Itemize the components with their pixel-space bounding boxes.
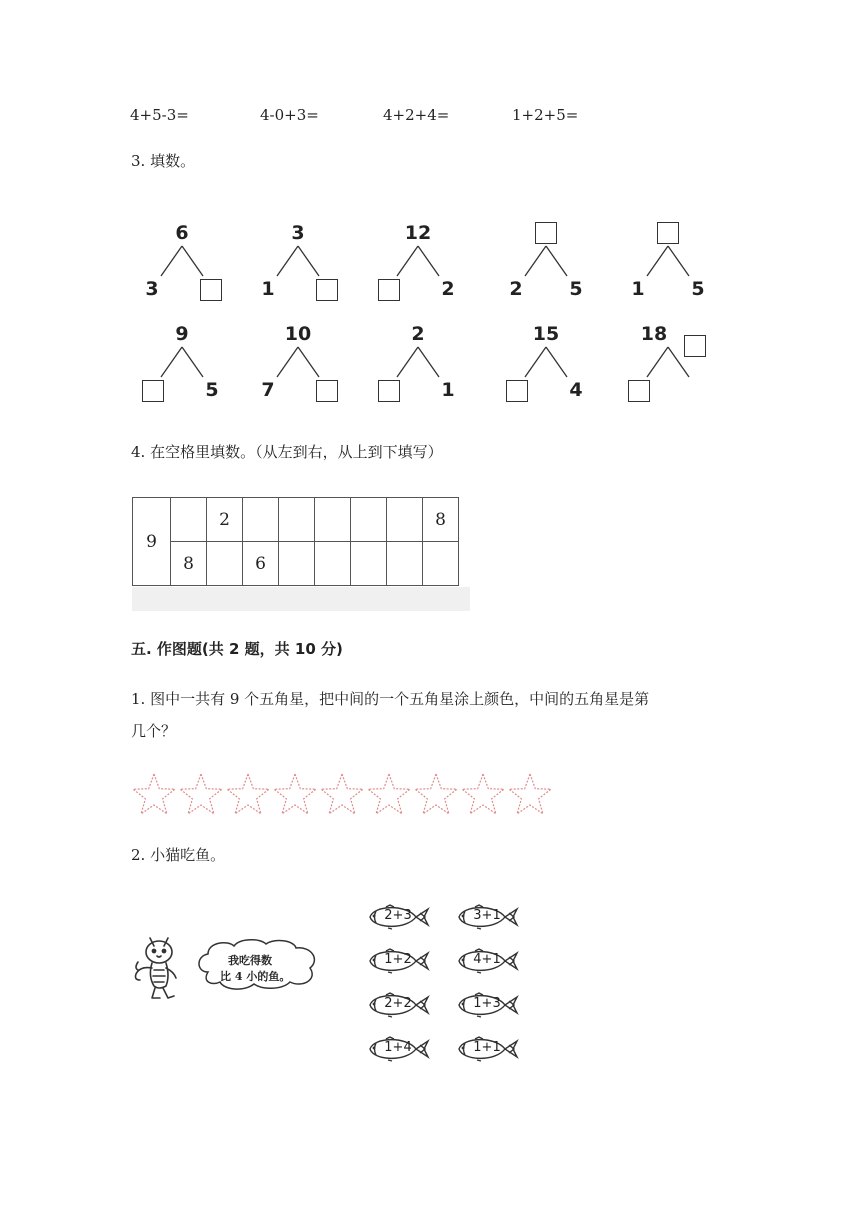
fish-equation: 4+1: [473, 952, 501, 967]
grid-cell[interactable]: 8: [423, 498, 459, 542]
q4-title: 4. 在空格里填数。（从左到右，从上到下填写）: [131, 443, 443, 461]
grid-cell[interactable]: 8: [171, 542, 207, 586]
kitten-icon: [128, 932, 190, 1004]
bond-part: 4: [569, 379, 583, 401]
fish-item[interactable]: [455, 946, 521, 976]
fill-grid: [132, 497, 459, 586]
bond-part: 5: [569, 278, 583, 300]
star-shape[interactable]: [415, 774, 457, 814]
fish-equation: 2+3: [384, 908, 412, 923]
fish-equation: 2+2: [384, 996, 412, 1011]
bond-total: 18: [640, 323, 668, 345]
bond-part: 5: [691, 278, 705, 300]
fish-equation: 1+2: [384, 952, 412, 967]
bond-part: 1: [631, 278, 645, 300]
bond-answer-box[interactable]: [316, 279, 338, 301]
bond-part: 1: [441, 379, 455, 401]
bond-answer-box[interactable]: [535, 222, 557, 244]
star-shape[interactable]: [321, 774, 363, 814]
bond-part: 7: [261, 379, 275, 401]
grid-cell[interactable]: 2: [207, 498, 243, 542]
star-shape[interactable]: [274, 774, 316, 814]
grid-cell[interactable]: [315, 498, 351, 542]
bond-answer-box[interactable]: [506, 380, 528, 402]
bond-answer-box[interactable]: [378, 279, 400, 301]
fish-item[interactable]: [366, 946, 432, 976]
bond-answer-box[interactable]: [378, 380, 400, 402]
equation-2: 4-0+3=: [260, 106, 319, 124]
grid-cell[interactable]: [387, 542, 423, 586]
bond-answer-box[interactable]: [684, 335, 706, 357]
bond-answer-box[interactable]: [316, 380, 338, 402]
fish-item[interactable]: [455, 902, 521, 932]
star-shape[interactable]: [180, 774, 222, 814]
grid-cell[interactable]: [423, 542, 459, 586]
grid-cell[interactable]: [207, 542, 243, 586]
section5-heading: 五. 作图题(共 2 题，共 10 分): [131, 640, 343, 658]
bond-answer-box[interactable]: [657, 222, 679, 244]
q3-title: 3. 填数。: [131, 152, 196, 170]
grid-cell[interactable]: 6: [243, 542, 279, 586]
grid-cell[interactable]: [171, 498, 207, 542]
equation-4: 1+2+5=: [512, 106, 579, 124]
star-shape[interactable]: [133, 774, 175, 814]
star-shape[interactable]: [462, 774, 504, 814]
grid-cell[interactable]: [387, 498, 423, 542]
bond-total: 6: [175, 222, 189, 244]
bond-part: 3: [145, 278, 159, 300]
bond-total: 3: [291, 222, 305, 244]
grid-left-cell: 9: [133, 498, 171, 586]
star-shape[interactable]: [368, 774, 410, 814]
bond-answer-box[interactable]: [142, 380, 164, 402]
star-shape[interactable]: [227, 774, 269, 814]
bond-total: 10: [284, 323, 312, 345]
fish-equation: 1+1: [473, 1040, 501, 1055]
speech-line1: 我吃得数: [228, 954, 272, 967]
grid-cell[interactable]: [315, 542, 351, 586]
bond-answer-box[interactable]: [628, 380, 650, 402]
bond-part: 5: [205, 379, 219, 401]
fish-item[interactable]: [455, 990, 521, 1020]
fish-item[interactable]: [366, 902, 432, 932]
bond-part: 2: [441, 278, 455, 300]
bond-total: 9: [175, 323, 189, 345]
grid-cell[interactable]: [351, 542, 387, 586]
fish-item[interactable]: [366, 1034, 432, 1064]
fish-item[interactable]: [366, 990, 432, 1020]
q1-text-line1: 1. 图中一共有 9 个五角星，把中间的一个五角星涂上颜色，中间的五角星是第: [131, 690, 650, 708]
speech-line2: 比 4 小的鱼。: [220, 970, 291, 983]
bond-answer-box[interactable]: [200, 279, 222, 301]
q1-text-line2: 几个？: [131, 722, 177, 740]
fish-item[interactable]: [455, 1034, 521, 1064]
grid-cell[interactable]: [279, 498, 315, 542]
fish-equation: 1+3: [473, 996, 501, 1011]
grid-cell[interactable]: [279, 542, 315, 586]
grid-shadow: [132, 587, 470, 611]
fish-equation: 3+1: [473, 908, 501, 923]
equation-1: 4+5-3=: [130, 106, 189, 124]
bond-total: 12: [404, 222, 432, 244]
q2-title: 2. 小猫吃鱼。: [131, 846, 226, 864]
stars-row: [130, 770, 560, 818]
bond-total: 2: [411, 323, 425, 345]
bond-part: 2: [509, 278, 523, 300]
equation-3: 4+2+4=: [383, 106, 450, 124]
fish-equation: 1+4: [384, 1040, 412, 1055]
bond-part: 1: [261, 278, 275, 300]
grid-cell[interactable]: [351, 498, 387, 542]
bond-total: 15: [532, 323, 560, 345]
star-shape[interactable]: [509, 774, 551, 814]
grid-cell[interactable]: [243, 498, 279, 542]
